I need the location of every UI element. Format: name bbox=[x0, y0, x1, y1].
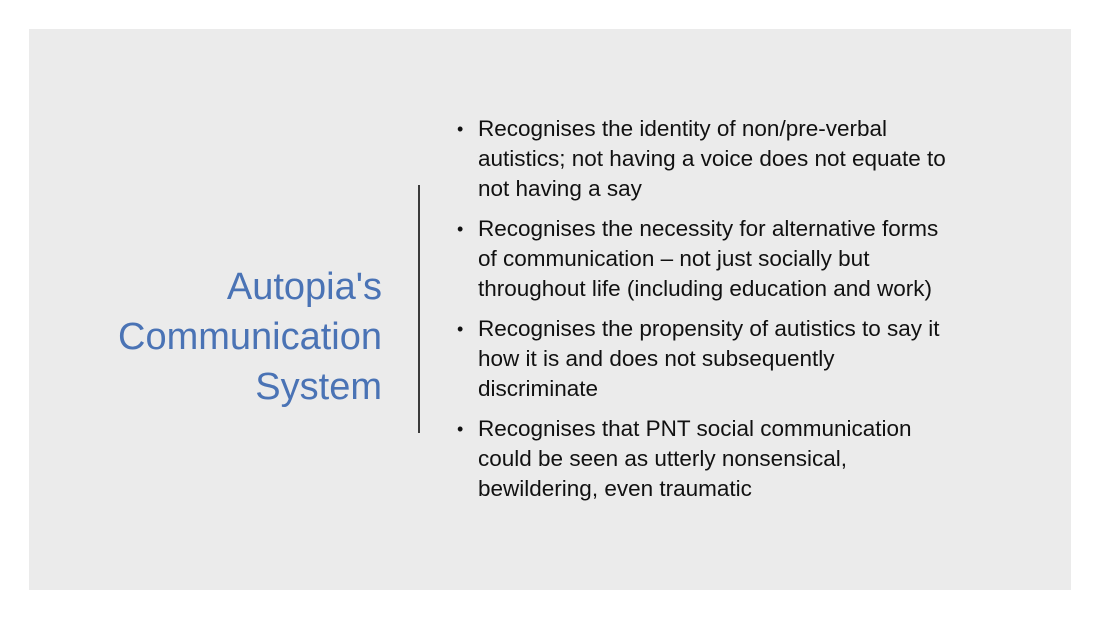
bullet-item-4 bbox=[457, 414, 1047, 504]
bullet-4-line-1: Recognises that PNT social communication bbox=[478, 416, 912, 441]
bullet-1-line-2: autistics; not having a voice does not equate to bbox=[478, 146, 946, 171]
bullet-3-line-1: Recognises the propensity of autistics to say it bbox=[478, 316, 940, 341]
title-line-3: System bbox=[255, 366, 382, 408]
bullet-1-line-1: Recognises the identity of non/pre-verbal bbox=[478, 116, 887, 141]
bullet-2-line-2: of communication – not just socially but bbox=[478, 246, 870, 271]
bullet-2-line-3: throughout life (including education and work) bbox=[478, 276, 933, 301]
bullet-3-line-3: discriminate bbox=[478, 376, 599, 401]
title-line-1: Autopia's bbox=[226, 266, 382, 308]
bullet-2-line-1: Recognises the necessity for alternative forms bbox=[478, 216, 939, 241]
bullet-dot: • bbox=[457, 319, 464, 339]
bullet-dot: • bbox=[457, 119, 464, 139]
bullet-3-line-2: how it is and does not subsequently bbox=[478, 346, 835, 371]
title-line-2: Communication bbox=[118, 316, 382, 358]
bullet-4-line-2: could be seen as utterly nonsensical, bbox=[478, 446, 847, 471]
bullet-list bbox=[457, 114, 1047, 514]
bullet-1-line-3: not having a say bbox=[478, 176, 642, 201]
bullet-dot: • bbox=[457, 219, 464, 239]
vertical-divider bbox=[418, 185, 420, 433]
bullet-4-line-3: bewildering, even traumatic bbox=[478, 476, 752, 501]
slide bbox=[29, 29, 1071, 590]
slide-title bbox=[42, 262, 382, 412]
bullet-item-3 bbox=[457, 314, 1047, 404]
bullet-dot: • bbox=[457, 419, 464, 439]
bullet-item-2 bbox=[457, 214, 1047, 304]
bullet-item-1 bbox=[457, 114, 1047, 204]
